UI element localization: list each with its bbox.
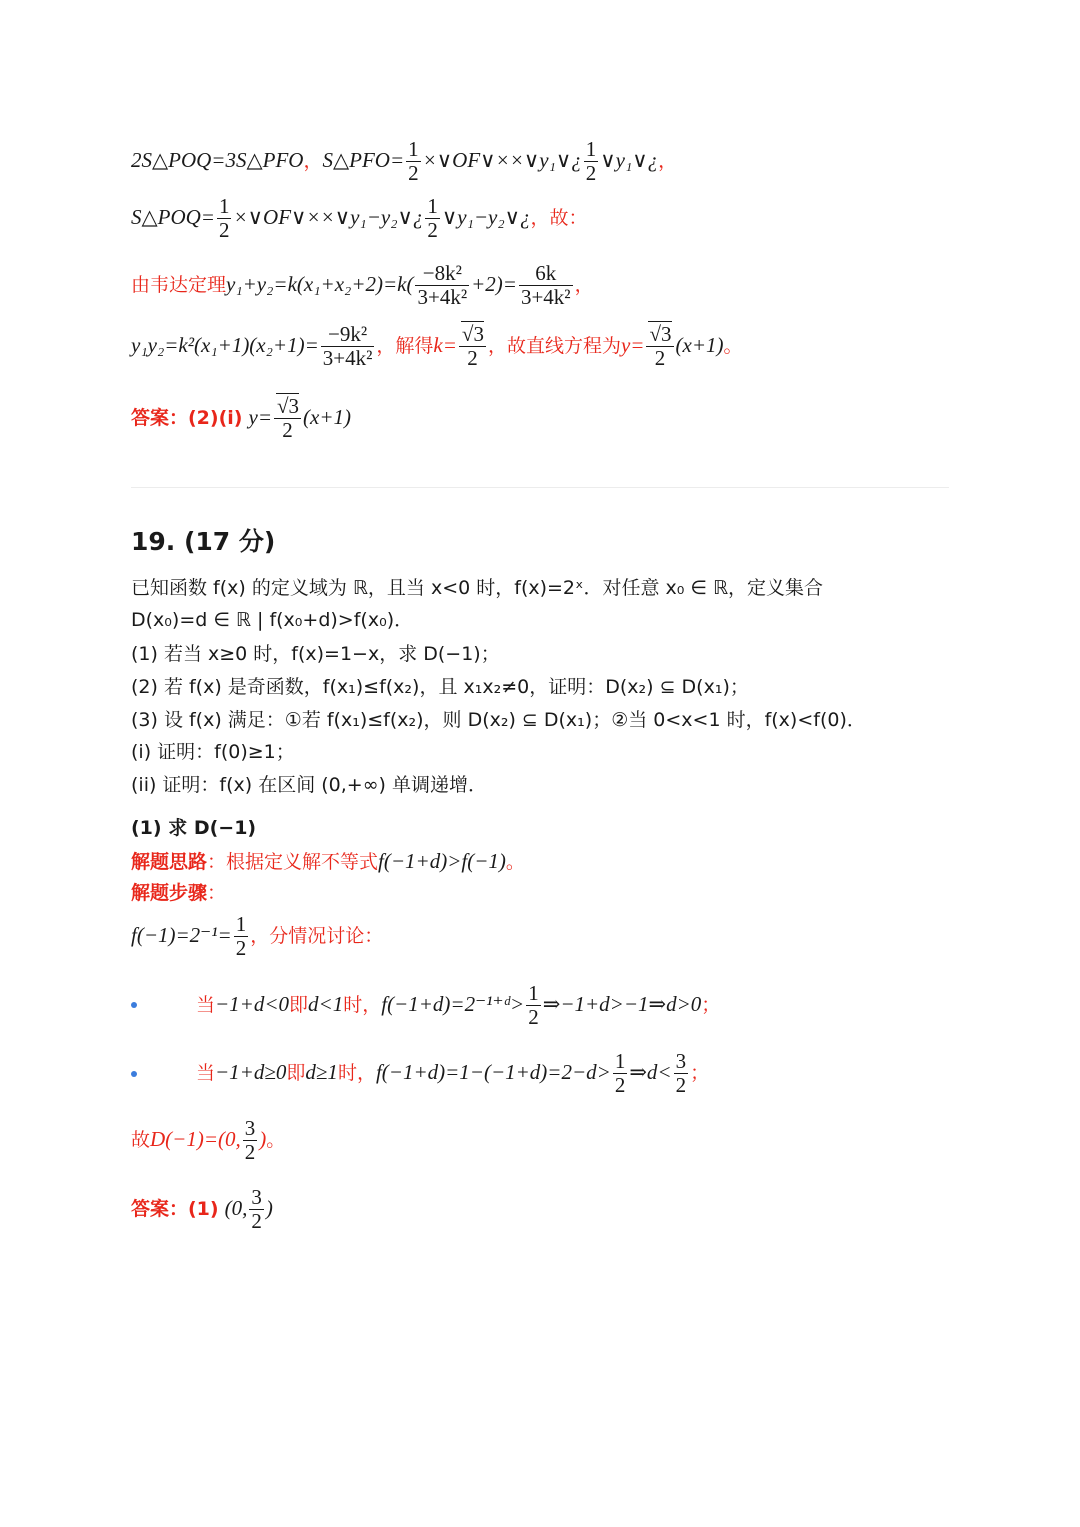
solution-conclusion [131, 1117, 285, 1164]
frac-num: 1 [614, 1049, 626, 1073]
frac-den: 2 [235, 936, 247, 961]
period: 。 [505, 851, 525, 873]
case-math: d<1 [308, 992, 344, 1017]
math-spoq-body: ×∨OF∨××∨y₁−y₂∨¿ [233, 205, 424, 230]
frac-num: 1 [218, 194, 230, 218]
conclusion-math: D(−1)=(0, [150, 1127, 241, 1152]
case-text: 当 [196, 1062, 216, 1085]
answer-math: (0, [224, 1196, 248, 1221]
text-therefore: ，故： [530, 207, 588, 230]
frac-num: 1 [408, 137, 419, 161]
question-stem-2: D(x₀)=d ∈ ℝ | f(x₀+d)>f(x₀)． [131, 609, 414, 631]
frac-den: 2 [251, 1209, 262, 1234]
case-end: ； [690, 1062, 710, 1085]
conclusion-text: 故 [131, 1129, 151, 1152]
frac-num: −9k² [321, 323, 375, 347]
case-text: 当 [196, 994, 216, 1017]
frac-num: 1 [585, 137, 597, 161]
math-vieta-product: y₁y₂=k²(x₁+1)(x₂+1)= [131, 333, 319, 358]
fraction-half [526, 982, 541, 1029]
frac-den: 2 [675, 1073, 687, 1098]
frac-den: 2 [282, 418, 293, 443]
eval-text: ，分情况讨论： [250, 925, 384, 948]
case-math: f(−1+d)=2⁻¹⁺ᵈ> [381, 992, 525, 1017]
frac-den: 3+4k² [322, 346, 373, 371]
question-title: 19. (17 分) [131, 527, 276, 556]
fraction-sqrt3-half [646, 323, 673, 370]
answer-label: 答案：(2)(i) [131, 407, 243, 430]
question-part-3i: (i) 证明：f(0)≥1； [131, 741, 295, 763]
frac-den: 2 [218, 218, 230, 243]
eval-math: f(−1)=2⁻¹= [131, 923, 232, 948]
math-x-plus-1: (x+1) [675, 333, 724, 358]
frac-den: 2 [585, 161, 597, 186]
solution-line-vieta-product [131, 323, 743, 370]
sqrt-value: √3 [461, 322, 484, 346]
case-1 [196, 982, 720, 1029]
fraction-sqrt3-half [459, 323, 486, 370]
answer-math: ) [265, 1196, 273, 1221]
fraction-vieta-2 [519, 262, 573, 309]
case-math: −1+d<0 [215, 992, 290, 1017]
frac-den: 2 [427, 218, 438, 243]
question-part-3ii: (ii) 证明：f(x) 在区间 (0,+∞) 单调递增． [131, 774, 488, 796]
case-math: −1+d≥0 [215, 1060, 287, 1085]
solution-eval [131, 913, 383, 960]
text-solve: ，解得 [376, 335, 434, 358]
case-math: ⇒−1+d>−1⇒d>0 [542, 992, 702, 1017]
math-spoq-tail: ∨y₁−y₂∨¿ [441, 205, 531, 230]
frac-num [646, 323, 673, 347]
case-text: 即 [286, 1062, 306, 1085]
frac-num: 6k [519, 262, 573, 286]
steps-colon: ： [207, 882, 227, 904]
text-vieta: 由韦达定理 [131, 274, 227, 297]
fraction-half [584, 138, 599, 185]
section-divider [131, 487, 949, 488]
solution-line-area-relation [131, 138, 677, 185]
case-end: ； [701, 994, 721, 1017]
idea-text: ：根据定义解不等式 [207, 851, 379, 873]
answer-math: y= [248, 405, 273, 430]
bullet-icon [131, 1071, 137, 1077]
idea-math: f(−1+d)>f(−1) [378, 849, 506, 873]
fraction-three-half [249, 1186, 264, 1233]
case-text: 即 [289, 994, 309, 1017]
frac-den: 3+4k² [417, 285, 468, 310]
sqrt-value: √3 [649, 322, 672, 346]
frac-num: 1 [528, 981, 539, 1005]
math-vieta-sum: y₁+y₂=k(x₁+x₂+2)=k( [226, 272, 414, 297]
frac-num: 3 [244, 1116, 256, 1140]
separator: ， [303, 150, 323, 173]
frac-den: 2 [528, 1005, 539, 1030]
separator: ， [574, 274, 594, 297]
math-k: k= [433, 333, 457, 358]
fraction-vieta-1 [415, 262, 469, 309]
answer-2i [131, 395, 351, 442]
fraction-half [425, 195, 440, 242]
fraction-three-half [674, 1050, 689, 1097]
fraction-vieta-3 [321, 323, 375, 370]
frac-den: 2 [654, 346, 666, 371]
solution-line-vieta-sum [131, 262, 594, 309]
frac-num: 1 [427, 194, 438, 218]
solution-idea [131, 849, 525, 874]
fraction-half [406, 138, 421, 185]
frac-num: 3 [251, 1185, 262, 1209]
frac-den: 3+4k² [520, 285, 571, 310]
case-2 [196, 1050, 709, 1097]
separator: ， [658, 150, 678, 173]
case-math: ⇒d< [629, 1060, 672, 1085]
period: 。 [723, 335, 743, 358]
bullet-icon [131, 1002, 137, 1008]
case-text: 时， [343, 994, 382, 1017]
question-part-1: (1) 若当 x≥0 时，f(x)=1−x，求 D(−1)； [131, 643, 500, 665]
answer-label: 答案：(1) [131, 1198, 219, 1221]
solution-steps-label [131, 882, 226, 905]
frac-num [459, 323, 486, 347]
math-area-eq: 2S△POQ=3S△PFO [131, 148, 304, 173]
frac-num: 1 [235, 912, 247, 936]
frac-num: 3 [675, 1049, 687, 1073]
fraction-half [217, 195, 232, 242]
idea-label: 解题思路 [131, 851, 208, 873]
fraction-half [234, 913, 249, 960]
case-text: 时， [337, 1062, 376, 1085]
frac-den: 2 [408, 161, 419, 186]
answer-math-tail: (x+1) [303, 405, 352, 430]
frac-den: 2 [467, 346, 478, 371]
period: 。 [266, 1129, 286, 1152]
conclusion-math: ) [259, 1127, 267, 1152]
answer-1 [131, 1186, 273, 1233]
text-line-equation: ，故直线方程为 [487, 335, 621, 358]
frac-num: −8k² [415, 262, 469, 286]
math-y: y= [620, 333, 645, 358]
fraction-three-half [243, 1117, 258, 1164]
math-vieta-sum-mid: +2)= [471, 272, 517, 297]
math-spfo-body: ×∨OF∨××∨y₁∨¿ [422, 148, 582, 173]
math-spoq: S△POQ= [131, 205, 215, 230]
frac-den: 2 [614, 1073, 626, 1098]
case-math: d≥1 [305, 1060, 338, 1085]
fraction-sqrt3-half [274, 395, 301, 442]
fraction-half [613, 1050, 628, 1097]
solution-heading: (1) 求 D(−1) [131, 817, 257, 839]
question-part-2: (2) 若 f(x) 是奇函数，f(x₁)≤f(x₂)，且 x₁x₂≠0，证明：D(x₂) ⊆ D(x₁)； [131, 676, 749, 698]
solution-line-spoq [131, 195, 588, 242]
math-spfo: S△PFO= [322, 148, 405, 173]
frac-num [274, 395, 301, 419]
question-part-3: (3) 设 f(x) 满足：①若 f(x₁)≤f(x₂)，则 D(x₂) ⊆ D(x₁)；②当 0<x<1 时，f(x)<f(0)． [131, 709, 866, 731]
math-spfo-tail: ∨y₁∨¿ [600, 148, 659, 173]
frac-den: 2 [244, 1140, 256, 1165]
steps-label: 解题步骤 [131, 882, 208, 904]
case-math: f(−1+d)=1−(−1+d)=2−d> [375, 1060, 611, 1085]
sqrt-value: √3 [277, 394, 300, 418]
question-stem-1: 已知函数 f(x) 的定义域为 ℝ，且当 x<0 时，f(x)=2ˣ．对任意 x₀ ∈ ℝ，定义集合 [131, 577, 824, 599]
